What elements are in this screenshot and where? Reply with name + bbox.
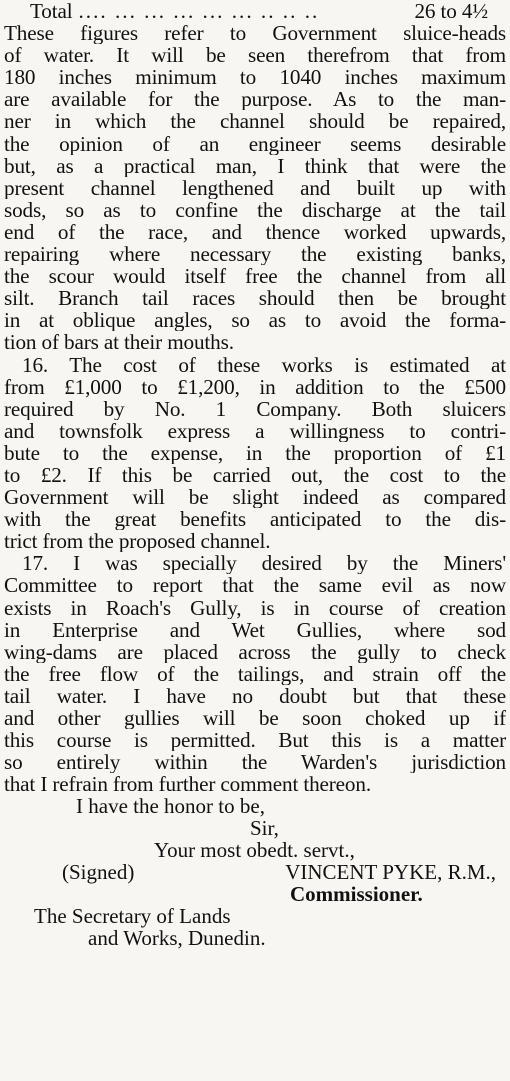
text-line: that I refrain from further comment thereon. bbox=[4, 773, 371, 796]
text-line: repairing where necessary the existing banks, bbox=[4, 243, 506, 266]
paragraph-17 bbox=[4, 552, 506, 795]
text-line: tion of bars at their mouths. bbox=[4, 331, 234, 354]
text-line: These figures refer to Government sluice-heads bbox=[4, 22, 506, 45]
text-line: of water. It will be seen therefrom that from bbox=[4, 44, 506, 67]
text-line: and other gullies will be soon choked up if bbox=[4, 707, 506, 730]
text-line: 16. The cost of these works is estimated at bbox=[22, 353, 506, 376]
text-line: and townsfolk express a willingness to contri- bbox=[4, 419, 506, 442]
text-line: 17. I was specially desired by the Miners' bbox=[22, 552, 506, 575]
text-line: but, as a practical man, I think that were the bbox=[4, 154, 506, 177]
text-line: exists in Roach's Gully, is in course of creation bbox=[4, 596, 506, 619]
addressee-line: and Works, Dunedin. bbox=[88, 926, 266, 951]
text-line: sods, so as to confine the discharge at the tail bbox=[4, 198, 506, 221]
text-line: in Enterprise and Wet Gullies, where sod bbox=[4, 618, 506, 641]
text-line: bute to the expense, in the proportion of £1 bbox=[4, 441, 506, 464]
servant-line: Your most obedt. servt., bbox=[154, 838, 355, 863]
text-line: the scour would itself free the channel from all bbox=[4, 265, 506, 288]
text-line: the free flow of the tailings, and strain off the bbox=[4, 662, 506, 685]
honor-line: I have the honor to be, bbox=[76, 794, 265, 819]
signature-line bbox=[4, 861, 506, 883]
text-line: wing-dams are placed across the gully to check bbox=[4, 640, 506, 663]
text-line: so entirely within the Warden's jurisdiction bbox=[4, 751, 506, 774]
text-line: the opinion of an engineer seems desirable bbox=[4, 132, 506, 155]
text-line: ner in which the channel should be repaired, bbox=[4, 110, 506, 133]
closing-block bbox=[4, 795, 506, 949]
text-line: silt. Branch tail races should then be brought bbox=[4, 287, 506, 310]
text-line: Committee to report that the same evil as now bbox=[4, 574, 506, 597]
text-line: required by No. 1 Company. Both sluicers bbox=[4, 397, 506, 420]
leader-dots: .... ... ... ... ... ... .. .. .. bbox=[78, 0, 320, 23]
total-label: Total bbox=[30, 0, 73, 23]
text-line: in at oblique angles, so as to avoid the forma- bbox=[4, 309, 506, 332]
signatory-name: VINCENT PYKE, R.M., bbox=[285, 860, 496, 885]
salutation: Sir, bbox=[250, 816, 279, 841]
paragraph-16 bbox=[4, 354, 506, 553]
text-line: end of the race, and thence worked upwards, bbox=[4, 220, 506, 244]
paragraph-15-continuation bbox=[4, 22, 506, 353]
signed-label: (Signed) bbox=[62, 860, 135, 885]
text-line: Government will be slight indeed as compared bbox=[4, 486, 506, 509]
text-line: trict from the proposed channel. bbox=[4, 530, 271, 553]
addressee-line: The Secretary of Lands bbox=[34, 904, 231, 929]
total-row bbox=[4, 0, 506, 22]
text-line: are available for the purpose. As to the man- bbox=[4, 88, 506, 111]
signatory-title: Commissioner. bbox=[290, 882, 423, 907]
total-amount: 26 to 4½ bbox=[414, 0, 488, 23]
text-line: from £1,000 to £1,200, in addition to the £500 bbox=[4, 375, 506, 398]
text-line: with the great benefits anticipated to the dis- bbox=[4, 508, 506, 531]
text-line: tail water. I have no doubt but that these bbox=[4, 684, 506, 707]
text-line: to £2. If this be carried out, the cost to the bbox=[4, 463, 506, 487]
text-line: present channel lengthened and built up with bbox=[4, 176, 506, 199]
text-line: 180 inches minimum to 1040 inches maximum bbox=[4, 66, 506, 89]
text-line: this course is permitted. But this is a matter bbox=[4, 729, 506, 752]
